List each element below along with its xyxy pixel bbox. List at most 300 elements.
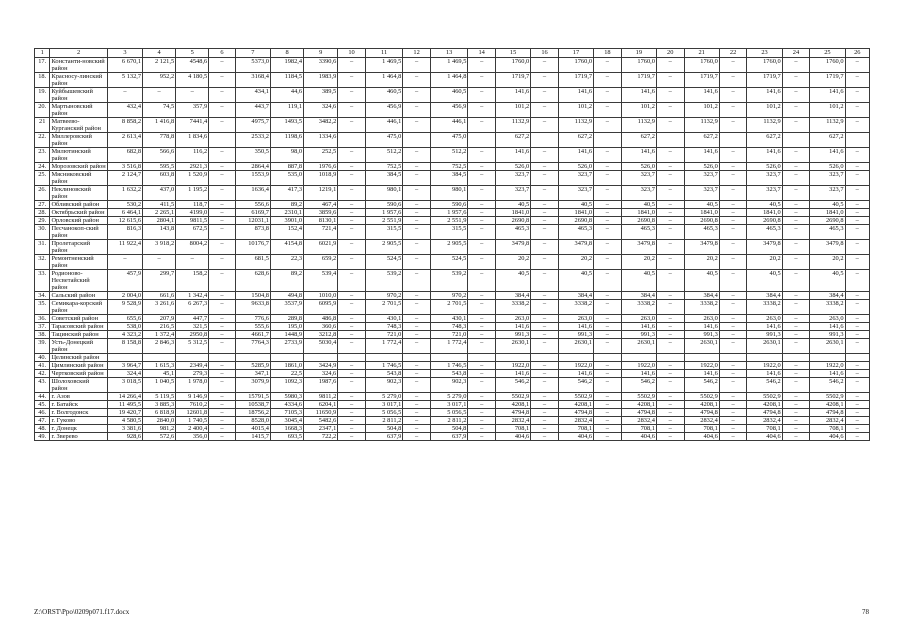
column-number-cell: 4 xyxy=(143,49,176,58)
value-cell xyxy=(656,133,684,148)
value-cell: 447,7 xyxy=(176,315,209,323)
value-cell: 546,2 xyxy=(495,378,530,393)
value-cell: – xyxy=(403,300,431,315)
value-cell: 572,6 xyxy=(143,433,176,441)
value-cell: 324,6 xyxy=(304,370,338,378)
table-row xyxy=(35,209,870,217)
value-cell: 9 146,9 xyxy=(176,393,209,401)
value-cell: – xyxy=(594,240,622,255)
value-cell: – xyxy=(845,209,869,217)
value-cell: – xyxy=(338,73,366,88)
value-cell: 952,2 xyxy=(143,73,176,88)
value-cell: – xyxy=(719,163,747,171)
value-cell: 40,5 xyxy=(495,270,530,292)
value-cell: 494,8 xyxy=(271,292,304,300)
value-cell: 20,2 xyxy=(495,255,530,270)
value-cell: 1841,0 xyxy=(495,209,530,217)
value-cell: – xyxy=(338,209,366,217)
row-number-cell: 27. xyxy=(35,201,50,209)
value-cell: 708,1 xyxy=(621,425,656,433)
value-cell: – xyxy=(403,433,431,441)
value-cell: 672,5 xyxy=(176,225,209,240)
value-cell: 1 464,8 xyxy=(430,73,468,88)
table-row xyxy=(35,425,870,433)
value-cell: – xyxy=(338,58,366,73)
value-cell: – xyxy=(403,148,431,163)
value-cell: – xyxy=(338,331,366,339)
value-cell: 2832,4 xyxy=(495,417,530,425)
value-cell: 141,6 xyxy=(684,88,719,103)
value-cell: – xyxy=(403,209,431,217)
row-number-cell: 21 xyxy=(35,118,50,133)
value-cell: 141,6 xyxy=(810,148,845,163)
value-cell: 9811,5 xyxy=(176,217,209,225)
value-cell: – xyxy=(845,225,869,240)
value-cell: – xyxy=(107,255,142,270)
value-cell: 627,2 xyxy=(558,133,593,148)
row-number-cell: 41. xyxy=(35,362,50,370)
value-cell xyxy=(719,354,747,362)
value-cell: – xyxy=(468,88,496,103)
value-cell: – xyxy=(209,217,235,225)
value-cell xyxy=(845,354,869,362)
value-cell: – xyxy=(468,393,496,401)
value-cell: 460,5 xyxy=(430,88,468,103)
value-cell: – xyxy=(594,255,622,270)
value-cell: 404,6 xyxy=(621,433,656,441)
value-cell: – xyxy=(656,240,684,255)
value-cell: 15791,5 xyxy=(235,393,270,401)
value-cell: – xyxy=(594,58,622,73)
value-cell: – xyxy=(468,186,496,201)
value-cell: – xyxy=(531,217,559,225)
value-cell: – xyxy=(594,323,622,331)
district-name-cell: Сальский район xyxy=(50,292,107,300)
row-number-cell: 24. xyxy=(35,163,50,171)
row-number-cell: 33. xyxy=(35,270,50,292)
value-cell: – xyxy=(719,300,747,315)
value-cell: – xyxy=(845,417,869,425)
value-cell: 2533,2 xyxy=(235,133,270,148)
value-cell: – xyxy=(531,323,559,331)
value-cell: 3 885,3 xyxy=(143,401,176,409)
value-cell: 350,5 xyxy=(235,148,270,163)
value-cell: 434,1 xyxy=(235,88,270,103)
value-cell: 980,1 xyxy=(365,186,403,201)
value-cell: 2 905,5 xyxy=(365,240,403,255)
value-cell: – xyxy=(845,58,869,73)
value-cell: – xyxy=(468,201,496,209)
value-cell: – xyxy=(594,315,622,323)
value-cell: 590,6 xyxy=(365,201,403,209)
value-cell: – xyxy=(403,417,431,425)
value-cell: 40,5 xyxy=(747,201,782,209)
value-cell: 357,9 xyxy=(176,103,209,118)
table-row xyxy=(35,240,870,255)
value-cell: 323,7 xyxy=(810,186,845,201)
value-cell: 8004,2 xyxy=(176,240,209,255)
value-cell: 12031,1 xyxy=(235,217,270,225)
value-cell: – xyxy=(594,118,622,133)
value-cell: 526,0 xyxy=(684,163,719,171)
value-cell: – xyxy=(719,73,747,88)
value-cell: 6095,9 xyxy=(304,300,338,315)
value-cell: 1922,0 xyxy=(810,362,845,370)
budget-table xyxy=(34,48,870,441)
value-cell: 2832,4 xyxy=(621,417,656,425)
value-cell: – xyxy=(209,58,235,73)
value-cell xyxy=(810,354,845,362)
value-cell: – xyxy=(403,339,431,354)
value-cell: – xyxy=(782,378,810,393)
value-cell: 141,6 xyxy=(810,370,845,378)
value-cell: – xyxy=(594,292,622,300)
value-cell: 3479,8 xyxy=(684,240,719,255)
value-cell: 2690,8 xyxy=(495,217,530,225)
value-cell: 6 670,1 xyxy=(107,58,142,73)
page-number: 78 xyxy=(862,608,869,616)
value-cell: – xyxy=(594,401,622,409)
value-cell: 1668,3 xyxy=(271,425,304,433)
row-number-cell: 37. xyxy=(35,323,50,331)
value-cell: – xyxy=(656,255,684,270)
value-cell: – xyxy=(209,255,235,270)
value-cell: – xyxy=(845,300,869,315)
value-cell: 543,8 xyxy=(365,370,403,378)
value-cell: 4208,1 xyxy=(558,401,593,409)
value-cell: 389,5 xyxy=(304,88,338,103)
value-cell: 7610,2 xyxy=(176,401,209,409)
table-row xyxy=(35,88,870,103)
value-cell: – xyxy=(468,425,496,433)
value-cell: – xyxy=(468,292,496,300)
table-row xyxy=(35,225,870,240)
value-cell: 141,6 xyxy=(495,323,530,331)
value-cell: 981,2 xyxy=(143,425,176,433)
value-cell: 1132,9 xyxy=(810,118,845,133)
value-cell: – xyxy=(656,171,684,186)
value-cell: – xyxy=(531,378,559,393)
value-cell: 101,2 xyxy=(558,103,593,118)
value-cell: – xyxy=(845,339,869,354)
value-cell: – xyxy=(468,240,496,255)
value-cell: – xyxy=(209,409,235,417)
value-cell: 1 469,5 xyxy=(365,58,403,73)
value-cell: – xyxy=(656,323,684,331)
value-cell: 11 922,4 xyxy=(107,240,142,255)
value-cell: – xyxy=(531,362,559,370)
value-cell: – xyxy=(107,88,142,103)
value-cell: 887,8 xyxy=(271,163,304,171)
value-cell: 538,0 xyxy=(107,323,142,331)
value-cell: – xyxy=(468,217,496,225)
value-cell: 512,2 xyxy=(430,148,468,163)
value-cell: – xyxy=(656,118,684,133)
value-cell: 546,2 xyxy=(558,378,593,393)
value-cell: – xyxy=(403,88,431,103)
value-cell: – xyxy=(468,118,496,133)
value-cell: – xyxy=(209,323,235,331)
value-cell: 526,0 xyxy=(810,163,845,171)
value-cell: 384,4 xyxy=(621,292,656,300)
value-cell: 2630,1 xyxy=(558,339,593,354)
district-name-cell: Обливский район xyxy=(50,201,107,209)
value-cell: – xyxy=(594,362,622,370)
value-cell: – xyxy=(209,417,235,425)
value-cell: – xyxy=(594,270,622,292)
value-cell: 2832,4 xyxy=(684,417,719,425)
value-cell: 443,7 xyxy=(235,103,270,118)
value-cell: – xyxy=(403,186,431,201)
value-cell: – xyxy=(782,148,810,163)
value-cell: – xyxy=(719,103,747,118)
district-name-cell: Константи-новский район xyxy=(50,58,107,73)
value-cell: – xyxy=(782,255,810,270)
value-cell: 970,2 xyxy=(365,292,403,300)
value-cell: 535,0 xyxy=(271,171,304,186)
value-cell: – xyxy=(338,433,366,441)
value-cell xyxy=(782,133,810,148)
value-cell: 4794,8 xyxy=(747,409,782,417)
value-cell: – xyxy=(782,315,810,323)
value-cell: – xyxy=(209,292,235,300)
value-cell: 6021,9 xyxy=(304,240,338,255)
value-cell: 3338,2 xyxy=(810,300,845,315)
value-cell: – xyxy=(656,417,684,425)
row-number-cell: 26. xyxy=(35,186,50,201)
value-cell: – xyxy=(468,362,496,370)
value-cell: – xyxy=(176,88,209,103)
value-cell: – xyxy=(531,300,559,315)
column-number-cell: 7 xyxy=(235,49,270,58)
value-cell xyxy=(143,354,176,362)
value-cell: 1 746,5 xyxy=(365,362,403,370)
value-cell: 2832,4 xyxy=(810,417,845,425)
value-cell: – xyxy=(656,362,684,370)
value-cell: – xyxy=(782,58,810,73)
value-cell: 4 323,2 xyxy=(107,331,142,339)
value-cell: 2 811,2 xyxy=(430,417,468,425)
value-cell: 12 615,6 xyxy=(107,217,142,225)
value-cell: 5 119,5 xyxy=(143,393,176,401)
value-cell: 40,5 xyxy=(621,201,656,209)
value-cell: 539,4 xyxy=(304,270,338,292)
value-cell: – xyxy=(143,88,176,103)
row-number-cell: 46. xyxy=(35,409,50,417)
value-cell: 315,5 xyxy=(365,225,403,240)
value-cell: – xyxy=(338,401,366,409)
value-cell: – xyxy=(782,425,810,433)
value-cell: – xyxy=(209,315,235,323)
district-name-cell: Целинский район xyxy=(50,354,107,362)
value-cell: – xyxy=(209,209,235,217)
value-cell: – xyxy=(338,240,366,255)
table-row xyxy=(35,201,870,209)
value-cell: – xyxy=(656,331,684,339)
value-cell: – xyxy=(594,88,622,103)
value-cell: – xyxy=(531,201,559,209)
value-cell: 530,2 xyxy=(107,201,142,209)
value-cell: 207,9 xyxy=(143,315,176,323)
value-cell: 524,5 xyxy=(365,255,403,270)
value-cell: 323,7 xyxy=(684,171,719,186)
value-cell: 263,0 xyxy=(558,315,593,323)
value-cell: – xyxy=(531,148,559,163)
value-cell: 2 551,9 xyxy=(430,217,468,225)
value-cell: 465,3 xyxy=(621,225,656,240)
district-name-cell: г. Азов xyxy=(50,393,107,401)
value-cell: 6204,1 xyxy=(304,401,338,409)
value-cell: 1219,1 xyxy=(304,186,338,201)
value-cell: 4794,8 xyxy=(621,409,656,417)
value-cell: 7764,3 xyxy=(235,339,270,354)
value-cell: 143,8 xyxy=(143,225,176,240)
value-cell: 404,6 xyxy=(684,433,719,441)
value-cell: 321,5 xyxy=(176,323,209,331)
value-cell: 1 040,5 xyxy=(143,378,176,393)
value-cell: – xyxy=(782,401,810,409)
district-name-cell: Мартыновский район xyxy=(50,103,107,118)
value-cell: 430,1 xyxy=(365,315,403,323)
value-cell: – xyxy=(403,58,431,73)
value-cell: – xyxy=(531,401,559,409)
table-row xyxy=(35,148,870,163)
value-cell: 5 279,0 xyxy=(365,393,403,401)
value-cell: 1 615,3 xyxy=(143,362,176,370)
value-cell: – xyxy=(468,339,496,354)
table-row xyxy=(35,73,870,88)
value-cell: 9633,8 xyxy=(235,300,270,315)
value-cell: – xyxy=(845,118,869,133)
value-cell xyxy=(558,354,593,362)
column-number-cell: 9 xyxy=(304,49,338,58)
value-cell: 7105,3 xyxy=(271,409,304,417)
value-cell: 3338,2 xyxy=(747,300,782,315)
value-cell: – xyxy=(594,417,622,425)
column-number-cell: 13 xyxy=(430,49,468,58)
value-cell: 3 918,2 xyxy=(143,240,176,255)
value-cell: 721,0 xyxy=(430,331,468,339)
value-cell: 1 957,6 xyxy=(365,209,403,217)
value-cell: 11650,9 xyxy=(304,409,338,417)
value-cell: – xyxy=(594,339,622,354)
row-number-cell: 48. xyxy=(35,425,50,433)
value-cell: 446,1 xyxy=(430,118,468,133)
value-cell: 20,2 xyxy=(684,255,719,270)
value-cell: – xyxy=(594,148,622,163)
value-cell: 902,3 xyxy=(365,378,403,393)
value-cell: 4208,1 xyxy=(495,401,530,409)
value-cell: – xyxy=(468,409,496,417)
column-number-cell: 24 xyxy=(782,49,810,58)
value-cell: 2630,1 xyxy=(810,339,845,354)
value-cell: 141,6 xyxy=(747,370,782,378)
value-cell: 3479,8 xyxy=(495,240,530,255)
value-cell: 1841,0 xyxy=(558,209,593,217)
row-number-cell: 20. xyxy=(35,103,50,118)
value-cell: – xyxy=(338,163,366,171)
value-cell: 10176,7 xyxy=(235,240,270,255)
value-cell: 2 811,2 xyxy=(365,417,403,425)
table-row xyxy=(35,370,870,378)
value-cell: – xyxy=(468,433,496,441)
value-cell: – xyxy=(782,73,810,88)
value-cell: 627,2 xyxy=(747,133,782,148)
value-cell: 1 978,0 xyxy=(176,378,209,393)
value-cell: 1 416,8 xyxy=(143,118,176,133)
value-cell: – xyxy=(209,186,235,201)
value-cell: – xyxy=(338,217,366,225)
column-number-cell: 16 xyxy=(531,49,559,58)
value-cell: – xyxy=(782,393,810,401)
value-cell: – xyxy=(719,425,747,433)
value-cell: 141,6 xyxy=(747,323,782,331)
value-cell: – xyxy=(338,186,366,201)
value-cell: 1760,0 xyxy=(495,58,530,73)
value-cell xyxy=(719,133,747,148)
value-cell: – xyxy=(531,171,559,186)
value-cell xyxy=(621,354,656,362)
value-cell: 637,9 xyxy=(365,433,403,441)
value-cell: 2921,3 xyxy=(176,163,209,171)
value-cell: – xyxy=(782,163,810,171)
value-cell: – xyxy=(468,323,496,331)
row-number-cell: 39. xyxy=(35,339,50,354)
value-cell: – xyxy=(782,409,810,417)
value-cell: 1448,9 xyxy=(271,331,304,339)
table-row xyxy=(35,217,870,225)
value-cell: – xyxy=(594,300,622,315)
value-cell: – xyxy=(468,300,496,315)
value-cell: 430,1 xyxy=(430,315,468,323)
district-name-cell: Чертковский район xyxy=(50,370,107,378)
value-cell: – xyxy=(403,225,431,240)
value-cell: 637,9 xyxy=(430,433,468,441)
value-cell: 2690,8 xyxy=(684,217,719,225)
value-cell: 5 056,5 xyxy=(430,409,468,417)
value-cell: – xyxy=(209,270,235,292)
value-cell: 1018,9 xyxy=(304,171,338,186)
value-cell: – xyxy=(403,331,431,339)
value-cell: – xyxy=(782,331,810,339)
value-cell: 6 818,9 xyxy=(143,409,176,417)
value-cell: 12601,8 xyxy=(176,409,209,417)
value-cell: 141,6 xyxy=(495,370,530,378)
value-cell: 20,2 xyxy=(558,255,593,270)
value-cell: 44,6 xyxy=(271,88,304,103)
value-cell: 404,6 xyxy=(558,433,593,441)
value-cell: 752,5 xyxy=(365,163,403,171)
table-row xyxy=(35,133,870,148)
value-cell xyxy=(656,354,684,362)
value-cell: – xyxy=(531,88,559,103)
district-name-cell: Усть-Донецкий район xyxy=(50,339,107,354)
value-cell: – xyxy=(594,393,622,401)
row-number-cell: 28. xyxy=(35,209,50,217)
value-cell: 708,1 xyxy=(495,425,530,433)
column-number-cell: 8 xyxy=(271,49,304,58)
value-cell: 141,6 xyxy=(558,148,593,163)
value-cell: 279,3 xyxy=(176,370,209,378)
value-cell xyxy=(107,354,142,362)
value-cell: – xyxy=(656,315,684,323)
value-cell xyxy=(304,354,338,362)
value-cell: 4 180,5 xyxy=(176,73,209,88)
value-cell: – xyxy=(594,378,622,393)
value-cell: 384,4 xyxy=(558,292,593,300)
value-cell: 3390,6 xyxy=(304,58,338,73)
row-number-cell: 25. xyxy=(35,171,50,186)
